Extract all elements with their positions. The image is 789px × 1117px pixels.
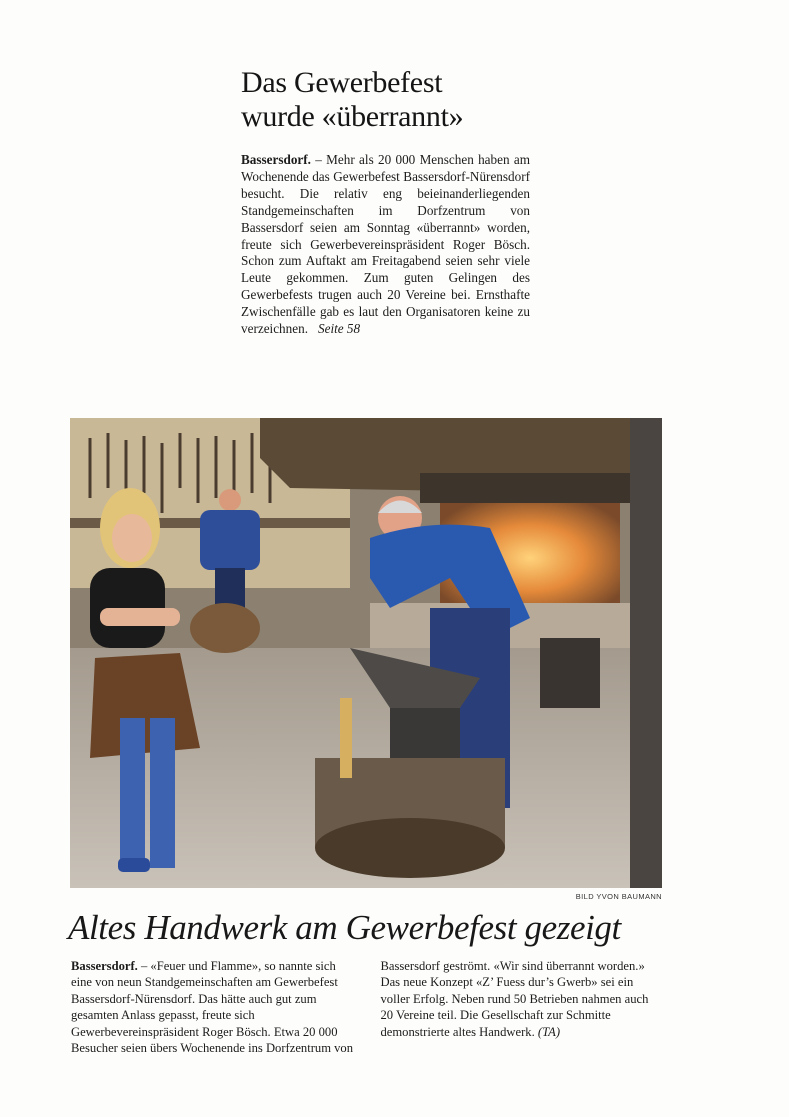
byline: (TA)	[537, 1024, 561, 1039]
top-article-lead	[241, 152, 530, 338]
bottom-dateline: Bassersdorf.	[71, 959, 138, 973]
top-headline-line2: wurde «überrannt»	[241, 100, 464, 133]
bottom-article-body	[71, 958, 664, 1056]
bottom-body-text: – «Feuer und Flamme», so nannte sich eine von neun Standgemeinschaften am Gewerbefest Bassersdorf-Nürensdorf. Das hätte auch gut zum gesamten Anlass gepasst, freute sich Gewerbevereinspräsident Roger Bösch. Etwa 20 000 Besucher seien übers Wochenende ins Dorfzentrum von Bassersdorf geströmt. «Wir sind überrannt worden.» Das neue Konzept «Z’ Fuess dur’s Gwerb» sei ein voller Erfolg. Neben rund 50 Betrieben nahmen auch 20 Vereine teil. Die Gesellschaft zur Schmitte demonstrierte altes Handwerk.	[71, 959, 649, 1056]
top-article	[241, 66, 530, 338]
top-headline-line1: Das Gewerbefest	[241, 66, 443, 99]
bottom-headline: Altes Handwerk am Gewerbefest gezeigt	[68, 908, 621, 947]
page-reference: Seite 58	[318, 321, 361, 337]
top-headline	[241, 66, 530, 134]
top-lead-text: – Mehr als 20 000 Menschen haben am Wochenende das Gewerbefest Bassersdorf-Nürensdorf besucht. Die relativ eng beieinanderliegenden Standgemeinschaften im Dorfzentrum von Bassersdorf seien am Sonntag «überrannt» worden, freute sich Gewerbevereinspräsident Roger Bösch. Schon zum Auftakt am Freitagabend seien sehr viele Leute gekommen. Zum guten Gelingen des Gewerbefests trugen auch 20 Vereine bei. Ernsthafte Zwischenfälle gab es laut den Organisatoren keine zu verzeichnen.	[241, 152, 530, 337]
photo-credit: BILD YVON BAUMANN	[575, 892, 662, 901]
bottom-article-paragraph	[71, 958, 664, 1056]
top-dateline: Bassersdorf.	[241, 152, 311, 167]
blacksmith-photo	[70, 418, 662, 888]
photo-illustration	[70, 418, 662, 888]
